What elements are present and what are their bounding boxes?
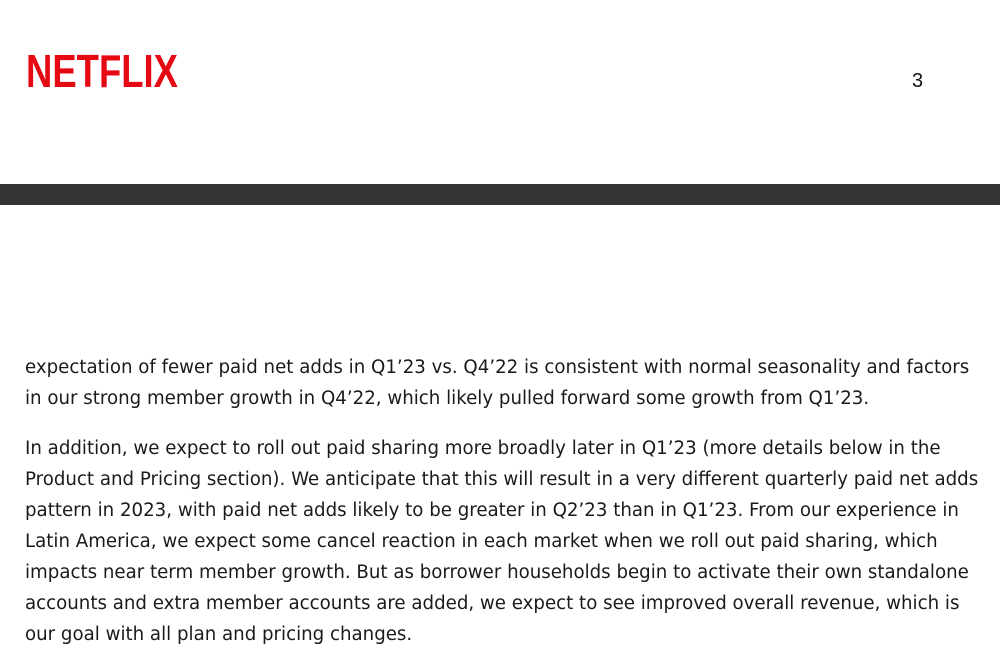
text-line: Latin America, we expect some cancel reaction in each market when we roll out paid sharing, which xyxy=(25,531,938,552)
paragraph xyxy=(25,352,985,414)
text-line: expectation of fewer paid net adds in Q1’23 vs. Q4’22 is consistent with normal seasonality and factors xyxy=(25,357,970,378)
netflix-logo xyxy=(26,44,179,97)
text-line: in our strong member growth in Q4’22, which likely pulled forward some growth from Q1’23. xyxy=(25,388,870,409)
header-divider-bar xyxy=(0,184,1000,205)
text-line: accounts and extra member accounts are added, we expect to see improved overall revenue, which is xyxy=(25,593,960,614)
text-line: Product and Pricing section). We anticipate that this will result in a very different quarterly paid net adds xyxy=(25,469,979,490)
text-line: In addition, we expect to roll out paid sharing more broadly later in Q1’23 (more details below in the xyxy=(25,438,941,459)
page-number: 3 xyxy=(912,70,924,92)
text-line: our goal with all plan and pricing changes. xyxy=(25,624,413,645)
text-line: pattern in 2023, with paid net adds likely to be greater in Q2’23 than in Q1’23. From our experience in xyxy=(25,500,959,521)
paragraph xyxy=(25,433,985,650)
document-body xyxy=(25,352,985,669)
netflix-logo-text: NETFLIX xyxy=(26,45,179,97)
netflix-logo-mark xyxy=(26,44,179,97)
text-line: impacts near term member growth. But as borrower households begin to activate their own standalone xyxy=(25,562,969,583)
